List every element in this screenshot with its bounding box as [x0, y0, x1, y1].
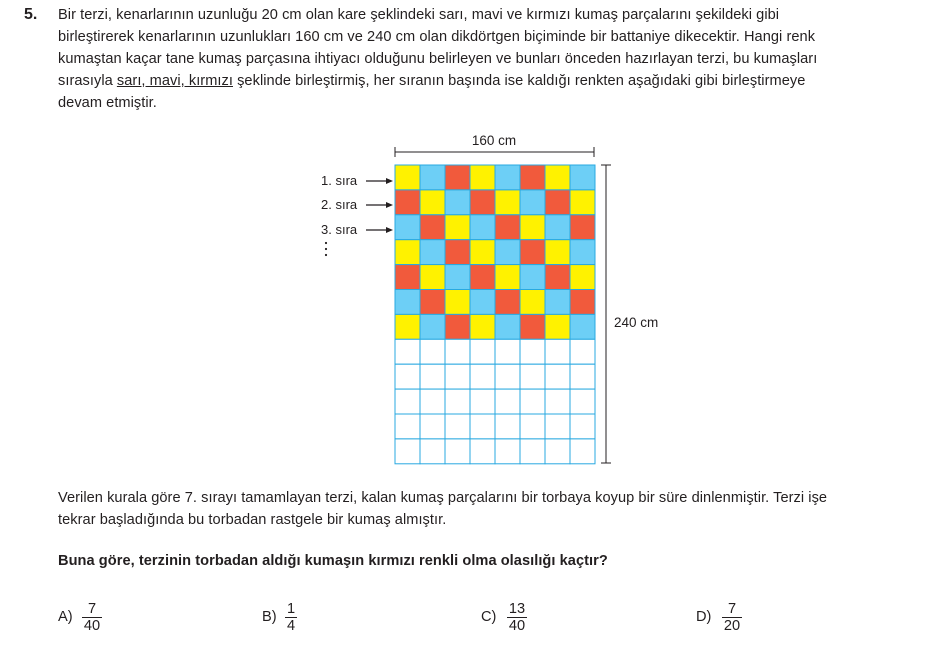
fabric-square-red — [570, 290, 595, 315]
option-c-fraction — [497, 601, 537, 634]
fabric-square-blue — [495, 314, 520, 339]
fabric-square-blue — [570, 240, 595, 265]
fabric-square-empty — [545, 414, 570, 439]
row-arrow-1 — [366, 178, 393, 184]
option-d-numerator: 7 — [727, 601, 737, 617]
fabric-square-empty — [470, 364, 495, 389]
fabric-square-empty — [420, 339, 445, 364]
fabric-square-empty — [420, 364, 445, 389]
fabric-square-blue — [445, 265, 470, 290]
fabric-square-yellow — [395, 165, 420, 190]
option-b-label: B) — [262, 609, 277, 625]
fabric-square-blue — [545, 215, 570, 240]
option-b-numerator: 1 — [286, 601, 296, 617]
fabric-square-empty — [520, 389, 545, 414]
fabric-square-empty — [470, 389, 495, 414]
fabric-square-yellow — [470, 314, 495, 339]
row-label-1: 1. sıra — [321, 173, 358, 188]
option-a-numerator: 7 — [87, 601, 97, 617]
fabric-square-red — [470, 190, 495, 215]
fabric-square-empty — [470, 339, 495, 364]
fabric-square-red — [470, 265, 495, 290]
fabric-square-blue — [420, 240, 445, 265]
question-line-5: devam etmiştir. — [58, 95, 157, 111]
option-d-denominator: 20 — [723, 618, 741, 634]
fabric-square-blue — [470, 215, 495, 240]
fabric-square-red — [495, 290, 520, 315]
fabric-square-yellow — [520, 290, 545, 315]
fabric-square-red — [570, 215, 595, 240]
fabric-square-empty — [470, 439, 495, 464]
fabric-square-empty — [445, 364, 470, 389]
fabric-square-blue — [470, 290, 495, 315]
fabric-square-red — [520, 314, 545, 339]
fabric-square-empty — [570, 439, 595, 464]
fabric-square-empty — [520, 439, 545, 464]
fabric-square-empty — [545, 389, 570, 414]
row-arrow-2 — [366, 202, 393, 208]
option-d-label: D) — [696, 609, 712, 625]
fabric-square-yellow — [420, 265, 445, 290]
fabric-square-blue — [445, 190, 470, 215]
fabric-square-empty — [520, 364, 545, 389]
fabric-square-empty — [570, 414, 595, 439]
fabric-square-yellow — [545, 314, 570, 339]
fabric-grid — [395, 165, 595, 464]
fabric-square-red — [395, 190, 420, 215]
height-label: 240 cm — [614, 315, 659, 330]
fabric-square-yellow — [395, 314, 420, 339]
fabric-square-empty — [420, 414, 445, 439]
fabric-square-empty — [570, 389, 595, 414]
fabric-square-red — [445, 165, 470, 190]
option-a-label: A) — [58, 609, 73, 625]
option-c-denominator: 40 — [508, 618, 526, 634]
fabric-square-yellow — [495, 190, 520, 215]
fabric-square-yellow — [545, 240, 570, 265]
fabric-square-empty — [395, 339, 420, 364]
fabric-square-red — [420, 290, 445, 315]
fabric-square-empty — [395, 439, 420, 464]
line4-post: şeklinde birleştirmiş, her sıranın başında ise kaldığı renkten aşağıdaki gibi birleştirmeye — [232, 73, 806, 89]
fabric-square-empty — [395, 414, 420, 439]
fabric-square-red — [395, 265, 420, 290]
row-label-3: 3. sıra — [321, 222, 358, 237]
fabric-square-empty — [420, 439, 445, 464]
fabric-square-blue — [495, 240, 520, 265]
option-c-numerator: 13 — [508, 601, 526, 617]
fabric-square-empty — [470, 414, 495, 439]
fabric-square-red — [420, 215, 445, 240]
fabric-square-blue — [420, 165, 445, 190]
fabric-square-empty — [420, 389, 445, 414]
fabric-square-yellow — [520, 215, 545, 240]
fabric-square-blue — [395, 215, 420, 240]
fabric-square-yellow — [445, 290, 470, 315]
fabric-square-blue — [395, 290, 420, 315]
fabric-square-empty — [545, 339, 570, 364]
fabric-square-blue — [570, 165, 595, 190]
option-a-fraction — [72, 601, 112, 634]
fabric-square-empty — [495, 364, 520, 389]
fabric-square-empty — [445, 339, 470, 364]
row-arrow-3 — [366, 227, 393, 233]
question-number: 5. — [24, 6, 38, 23]
fabric-square-empty — [495, 389, 520, 414]
fabric-square-yellow — [445, 215, 470, 240]
fabric-square-yellow — [395, 240, 420, 265]
fabric-square-empty — [395, 389, 420, 414]
fabric-square-red — [520, 165, 545, 190]
fabric-square-red — [545, 190, 570, 215]
option-b-fraction — [271, 601, 311, 634]
fabric-square-red — [545, 265, 570, 290]
question-line-2: birleştirerek kenarlarının uzunlukları 160 cm ve 240 cm olan dikdörtgen biçiminde bir battaniye dikecektir. Hangi renk — [58, 29, 816, 45]
fabric-square-yellow — [495, 265, 520, 290]
line4-pre: sırasıyla — [58, 73, 117, 89]
fabric-square-blue — [520, 190, 545, 215]
fabric-square-empty — [545, 364, 570, 389]
fabric-square-empty — [570, 364, 595, 389]
fabric-square-empty — [495, 439, 520, 464]
row-label-2: 2. sıra — [321, 197, 358, 212]
fabric-square-empty — [545, 439, 570, 464]
fabric-square-empty — [495, 339, 520, 364]
option-d-fraction — [712, 601, 752, 634]
width-label: 160 cm — [471, 133, 517, 148]
question-line-3: kumaştan kaçar tane kumaş parçasına ihtiyacı olduğunu belirleyen ve bunları önceden hazırlayan terzi, bu kumaşları — [58, 51, 818, 67]
fabric-square-blue — [545, 290, 570, 315]
fabric-square-yellow — [420, 190, 445, 215]
question-line-1: Bir terzi, kenarlarının uzunluğu 20 cm olan kare şeklindeki sarı, mavi ve kırmızı kumaş parçalarını şekildeki gibi — [58, 7, 780, 23]
fabric-square-empty — [520, 414, 545, 439]
fabric-square-empty — [395, 364, 420, 389]
fabric-square-red — [495, 215, 520, 240]
option-b-denominator: 4 — [286, 618, 296, 634]
fabric-square-empty — [445, 439, 470, 464]
after-line-1: Verilen kurala göre 7. sırayı tamamlayan terzi, kalan kumaş parçalarını bir torbaya koyup bir süre dinlenmiştir. Terzi işe — [58, 490, 828, 506]
fabric-square-red — [445, 314, 470, 339]
fabric-square-empty — [445, 389, 470, 414]
fabric-square-yellow — [570, 190, 595, 215]
fabric-square-yellow — [570, 265, 595, 290]
question-prompt: Buna göre, terzinin torbadan aldığı kumaşın kırmızı renkli olma olasılığı kaçtır? — [58, 553, 608, 569]
fabric-square-empty — [520, 339, 545, 364]
fabric-square-yellow — [470, 165, 495, 190]
fabric-square-blue — [495, 165, 520, 190]
color-order-underlined: sarı, mavi, kırmızı — [116, 73, 233, 89]
option-c-label: C) — [481, 609, 497, 625]
fabric-square-red — [445, 240, 470, 265]
option-a-denominator: 40 — [83, 618, 101, 634]
fabric-square-empty — [495, 414, 520, 439]
fabric-square-yellow — [545, 165, 570, 190]
fabric-square-yellow — [470, 240, 495, 265]
fabric-square-empty — [570, 339, 595, 364]
fabric-square-blue — [420, 314, 445, 339]
after-line-2: tekrar başladığında bu torbadan rastgele bir kumaş almıştır. — [58, 512, 447, 528]
fabric-square-empty — [445, 414, 470, 439]
continuation-dots — [325, 242, 327, 256]
fabric-square-blue — [570, 314, 595, 339]
fabric-square-red — [520, 240, 545, 265]
fabric-square-blue — [520, 265, 545, 290]
